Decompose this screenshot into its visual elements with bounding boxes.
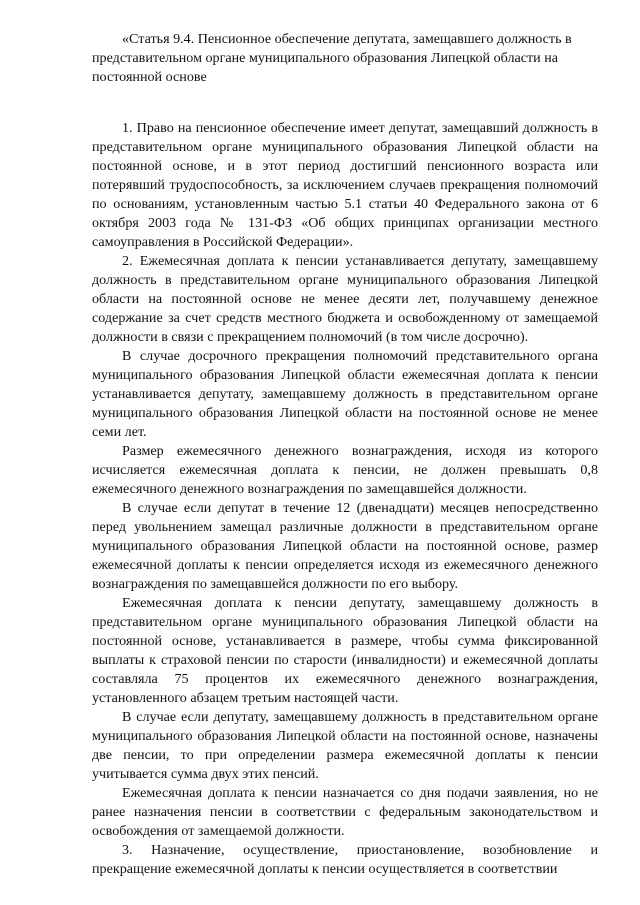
paragraph-6: Ежемесячная доплата к пенсии депутату, замещавшему должность в представительном органе муниципального образования Липецкой области на постоянной основе, устанавливается в размере, чтобы сумма фиксированной выплаты к страховой пенсии по старости (инвалидности) и ежемесячной доплаты составляла 75 процентов их ежемесячного денежного вознаграждения, установленного абзацем третьим настоящей части.: [92, 595, 598, 706]
article-title: «Статья 9.4. Пенсионное обеспечение депутата, замещавшего должность в представительном органе муниципального образования Липецкой области на постоянной основе: [92, 31, 572, 85]
article-body: [92, 119, 598, 879]
paragraph-3: В случае досрочного прекращения полномочий представительного органа муниципального образования Липецкой области ежемесячная доплата к пенсии устанавливается депутату, замещавшему должность в представительном органе муниципального образования Липецкой области на постоянной основе не менее семи лет.: [92, 348, 598, 440]
paragraph-4: Размер ежемесячного денежного вознаграждения, исходя из которого исчисляется ежемесячная доплата к пенсии, не должен превышать 0,8 ежемесячного денежного вознаграждения по замещавшейся должности.: [92, 443, 598, 497]
paragraph-7: В случае если депутату, замещавшему должность в представительном органе муниципального образования Липецкой области на постоянной основе, назначены две пенсии, то при определении размера ежемесячной доплаты к пенсии учитывается сумма двух этих пенсий.: [92, 709, 598, 782]
paragraph-8: Ежемесячная доплата к пенсии назначается со дня подачи заявления, но не ранее назначения пенсии в соответствии с федеральным законодательством и освобождения от замещаемой должности.: [92, 785, 598, 839]
paragraph-1: 1. Право на пенсионное обеспечение имеет депутат, замещавший должность в представительном органе муниципального образования Липецкой области на постоянной основе, и в этот период достигший пенсионного возраста или потерявший трудоспособность, за исключением случаев прекращения полномочий по основаниям, установленным частью 5.1 статьи 40 Федерального закона от 6 октября 2003 года № 131-ФЗ «Об общих принципах организации местного самоуправления в Российской Федерации».: [92, 120, 598, 250]
paragraph-9: 3. Назначение, осуществление, приостановление, возобновление и прекращение ежемесячной доплаты к пенсии осуществляется в соответствии: [92, 842, 598, 877]
paragraph-5: В случае если депутат в течение 12 (двенадцати) месяцев непосредственно перед увольнением замещал различные должности в представительном органе муниципального образования Липецкой области на постоянной основе, размер ежемесячной доплаты к пенсии определяется исходя из ежемесячного денежного вознаграждения по замещавшейся должности по его выбору.: [92, 500, 598, 592]
paragraph-2: 2. Ежемесячная доплата к пенсии устанавливается депутату, замещавшему должность в представительном органе муниципального образования Липецкой области на постоянной основе не менее десяти лет, получавшему денежное содержание за счет средств местного бюджета и освобожденному от замещаемой должности в связи с прекращением полномочий (в том числе досрочно).: [92, 253, 598, 345]
